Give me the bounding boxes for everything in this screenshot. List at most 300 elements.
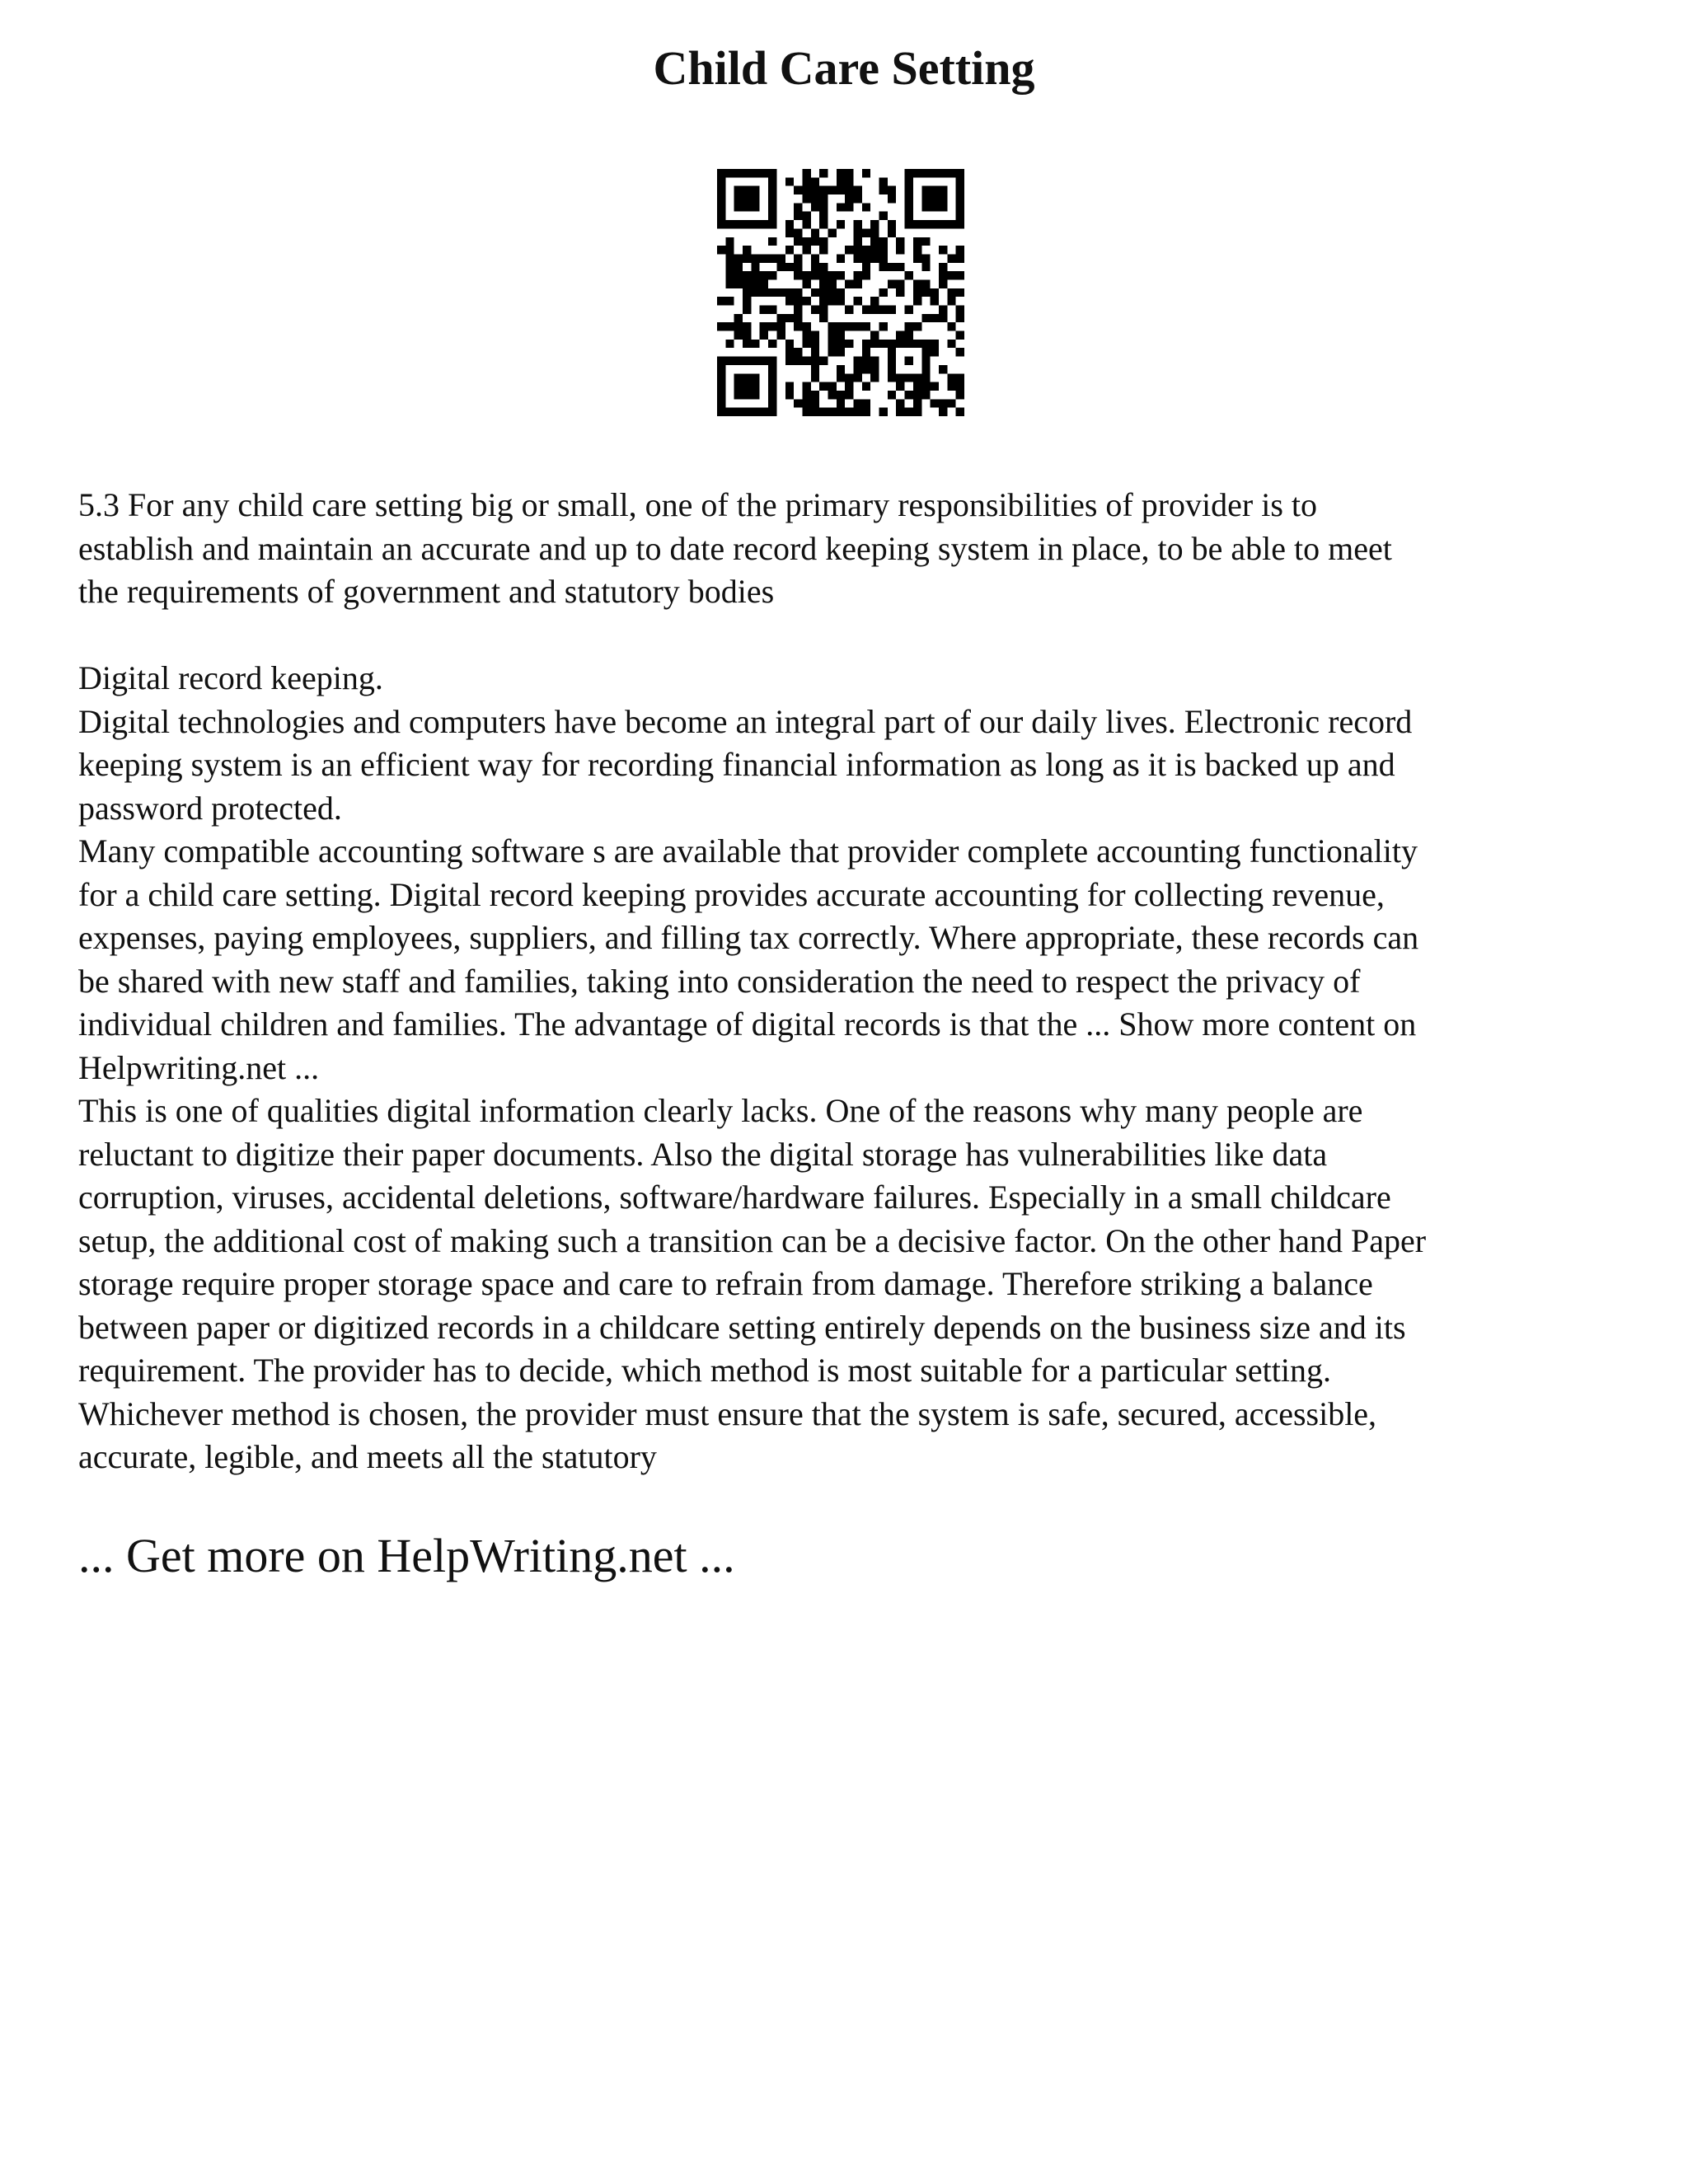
qr-module [939, 279, 947, 288]
qr-module [828, 408, 836, 416]
qr-module [947, 288, 955, 297]
qr-module [751, 220, 759, 228]
qr-module [811, 263, 819, 271]
qr-module [785, 382, 794, 391]
qr-module [879, 288, 888, 297]
qr-module [896, 237, 904, 246]
qr-module [956, 314, 964, 322]
qr-module [921, 373, 930, 382]
qr-module [947, 322, 955, 330]
qr-module [717, 246, 725, 254]
qr-module [913, 382, 921, 391]
qr-module [854, 373, 862, 382]
qr-module [802, 279, 810, 288]
qr-module [751, 373, 759, 382]
qr-module [879, 237, 888, 246]
qr-module [819, 246, 828, 254]
qr-module [947, 271, 955, 279]
qr-module [913, 254, 921, 262]
qr-module [811, 365, 819, 373]
qr-module [956, 169, 964, 177]
qr-module [802, 220, 810, 228]
qr-module [768, 408, 776, 416]
qr-module [743, 288, 751, 297]
qr-module [837, 186, 845, 194]
qr-module [717, 186, 725, 194]
qr-module [845, 246, 853, 254]
qr-module [837, 169, 845, 177]
qr-module [802, 169, 810, 177]
qr-module [905, 408, 913, 416]
qr-module [794, 254, 802, 262]
qr-module [734, 331, 743, 340]
qr-module [870, 237, 879, 246]
qr-module [939, 169, 947, 177]
qr-module [802, 237, 810, 246]
qr-module [811, 271, 819, 279]
qr-module [905, 194, 913, 203]
qr-module [879, 263, 888, 271]
qr-module [725, 340, 734, 348]
qr-module [862, 203, 870, 211]
qr-module [870, 228, 879, 237]
qr-module [854, 279, 862, 288]
qr-module [828, 340, 836, 348]
qr-module [854, 194, 862, 203]
qr-module [794, 212, 802, 220]
qr-module [870, 373, 879, 382]
qr-module [768, 322, 776, 330]
qr-module [921, 237, 930, 246]
qr-module [939, 263, 947, 271]
qr-module [725, 254, 734, 262]
qr-module [819, 212, 828, 220]
qr-module [931, 203, 939, 211]
qr-module [811, 228, 819, 237]
qr-module [811, 399, 819, 407]
qr-module [947, 297, 955, 305]
qr-module [862, 408, 870, 416]
qr-module [768, 203, 776, 211]
qr-module [939, 194, 947, 203]
qr-module [905, 322, 913, 330]
qr-module [931, 288, 939, 297]
qr-module [905, 373, 913, 382]
qr-module [811, 340, 819, 348]
qr-module [776, 322, 785, 330]
qr-module [760, 169, 768, 177]
qr-module [819, 382, 828, 391]
qr-module [725, 279, 734, 288]
qr-module [743, 408, 751, 416]
qr-module [725, 237, 734, 246]
qr-module [734, 220, 743, 228]
qr-module [828, 288, 836, 297]
qr-module [931, 382, 939, 391]
qr-module [905, 169, 913, 177]
qr-module [734, 382, 743, 391]
qr-module [717, 203, 725, 211]
qr-module [725, 297, 734, 305]
qr-module [760, 254, 768, 262]
qr-module [921, 391, 930, 399]
qr-module [725, 322, 734, 330]
qr-module [760, 408, 768, 416]
qr-module [734, 203, 743, 211]
qr-module [888, 373, 896, 382]
qr-module [931, 399, 939, 407]
qr-module [743, 279, 751, 288]
qr-module [785, 220, 794, 228]
qr-module [837, 408, 845, 416]
qr-module [896, 246, 904, 254]
qr-module [921, 288, 930, 297]
qr-module [862, 357, 870, 365]
qr-module [828, 322, 836, 330]
qr-module [717, 365, 725, 373]
qr-module [913, 322, 921, 330]
qr-module [956, 331, 964, 340]
qr-module [913, 340, 921, 348]
qr-module [837, 348, 845, 356]
qr-module [717, 399, 725, 407]
qr-module [854, 365, 862, 373]
qr-module [819, 408, 828, 416]
qr-module [905, 220, 913, 228]
qr-module [931, 348, 939, 356]
qr-module [879, 322, 888, 330]
qr-module [913, 373, 921, 382]
qr-module [939, 220, 947, 228]
qr-module [743, 373, 751, 382]
qr-module [913, 169, 921, 177]
qr-module [717, 391, 725, 399]
qr-module [905, 357, 913, 365]
qr-module [743, 340, 751, 348]
qr-module [854, 357, 862, 365]
qr-module [854, 297, 862, 305]
qr-module [854, 254, 862, 262]
qr-module [921, 220, 930, 228]
qr-module [837, 203, 845, 211]
qr-module [913, 220, 921, 228]
qr-module [768, 220, 776, 228]
qr-module [905, 271, 913, 279]
qr-module [794, 322, 802, 330]
qr-module [819, 271, 828, 279]
qr-module [837, 340, 845, 348]
qr-module [905, 391, 913, 399]
qr-module [913, 246, 921, 254]
qr-module [768, 212, 776, 220]
qr-module [819, 288, 828, 297]
qr-module [828, 331, 836, 340]
qr-module [794, 288, 802, 297]
qr-module [854, 246, 862, 254]
qr-module [947, 169, 955, 177]
qr-module [896, 340, 904, 348]
qr-module [734, 254, 743, 262]
qr-module [751, 391, 759, 399]
qr-module [743, 382, 751, 391]
qr-module [837, 331, 845, 340]
qr-module [760, 331, 768, 340]
qr-module [956, 348, 964, 356]
qr-module [743, 220, 751, 228]
qr-module [921, 254, 930, 262]
qr-module [956, 306, 964, 314]
qr-module [717, 220, 725, 228]
qr-module [862, 228, 870, 237]
qr-module [956, 373, 964, 382]
qr-module [905, 186, 913, 194]
qr-module [743, 322, 751, 330]
qr-module [794, 357, 802, 365]
qr-module [760, 279, 768, 288]
page-title: Child Care Setting [653, 41, 1035, 95]
qr-module [819, 237, 828, 246]
qr-module [947, 220, 955, 228]
qr-module [879, 177, 888, 185]
qr-module [734, 271, 743, 279]
qr-module [794, 237, 802, 246]
qr-module [751, 186, 759, 194]
qr-module [870, 331, 879, 340]
qr-module [896, 331, 904, 340]
qr-module [939, 186, 947, 194]
qr-module [819, 169, 828, 177]
qr-module [760, 288, 768, 297]
qr-module [768, 399, 776, 407]
qr-module [888, 391, 896, 399]
qr-module [819, 306, 828, 314]
qr-module [743, 203, 751, 211]
qr-module [888, 348, 896, 356]
qr-module [768, 177, 776, 185]
qr-module [905, 177, 913, 185]
qr-module [913, 297, 921, 305]
qr-module [725, 246, 734, 254]
qr-module [811, 203, 819, 211]
qr-module [819, 220, 828, 228]
qr-module [768, 373, 776, 382]
qr-module [751, 194, 759, 203]
qr-module [888, 220, 896, 228]
qr-module [854, 228, 862, 237]
qr-module [743, 357, 751, 365]
qr-module [862, 340, 870, 348]
qr-module [811, 177, 819, 185]
qr-module [776, 263, 785, 271]
qr-module [939, 314, 947, 322]
qr-module [956, 194, 964, 203]
qr-module [785, 314, 794, 322]
qr-module [717, 194, 725, 203]
qr-module [768, 391, 776, 399]
qr-module [794, 297, 802, 305]
qr-module [870, 340, 879, 348]
qr-module [802, 357, 810, 365]
qr-module [811, 348, 819, 356]
qr-module [717, 297, 725, 305]
qr-module [751, 263, 759, 271]
qr-module [794, 399, 802, 407]
qr-module [751, 288, 759, 297]
qr-module [802, 297, 810, 305]
qr-module [743, 331, 751, 340]
qr-module [837, 365, 845, 373]
qr-module [760, 306, 768, 314]
qr-module [811, 288, 819, 297]
qr-module [828, 382, 836, 391]
get-more-link[interactable]: ... Get more on HelpWriting.net ... [78, 1529, 735, 1582]
qr-module [819, 357, 828, 365]
qr-module [785, 348, 794, 356]
qr-module [751, 357, 759, 365]
qr-module [768, 194, 776, 203]
qr-module [896, 288, 904, 297]
qr-module [734, 408, 743, 416]
qr-module [785, 340, 794, 348]
qr-module [862, 246, 870, 254]
qr-module [931, 340, 939, 348]
qr-module [939, 203, 947, 211]
qr-module [819, 314, 828, 322]
qr-module [768, 357, 776, 365]
qr-module [785, 263, 794, 271]
qr-module [802, 399, 810, 407]
qr-module [879, 306, 888, 314]
qr-module [837, 391, 845, 399]
qr-module [819, 186, 828, 194]
qr-module [837, 177, 845, 185]
qr-module [802, 322, 810, 330]
qr-module [743, 297, 751, 305]
qr-module [768, 271, 776, 279]
qr-module [751, 254, 759, 262]
qr-module [845, 306, 853, 314]
qr-module [802, 340, 810, 348]
qr-module [717, 408, 725, 416]
qr-module [905, 203, 913, 211]
qr-module [768, 306, 776, 314]
qr-module [905, 340, 913, 348]
qr-module [734, 194, 743, 203]
qr-module [896, 279, 904, 288]
qr-module [811, 408, 819, 416]
qr-module [888, 357, 896, 365]
qr-module [888, 186, 896, 194]
qr-module [802, 194, 810, 203]
qr-module [939, 306, 947, 314]
qr-module [828, 297, 836, 305]
qr-module [956, 288, 964, 297]
qr-module [888, 279, 896, 288]
qr-module [921, 365, 930, 373]
qr-module [785, 228, 794, 237]
qr-module [717, 357, 725, 365]
qr-module [939, 246, 947, 254]
qr-module [862, 271, 870, 279]
qr-module [939, 408, 947, 416]
qr-module [854, 186, 862, 194]
qr-module [921, 194, 930, 203]
qr-module [921, 382, 930, 391]
qr-module [785, 288, 794, 297]
qr-module [743, 306, 751, 314]
qr-module [870, 357, 879, 365]
qr-module [768, 382, 776, 391]
qr-module [794, 314, 802, 322]
qr-module [776, 288, 785, 297]
qr-module [870, 297, 879, 305]
qr-module [768, 340, 776, 348]
qr-module [947, 382, 955, 391]
qr-module [725, 263, 734, 271]
qr-module [862, 322, 870, 330]
qr-module [854, 399, 862, 407]
qr-module [956, 186, 964, 194]
qr-module [802, 212, 810, 220]
qr-module [725, 271, 734, 279]
qr-module [913, 237, 921, 246]
qr-module [870, 220, 879, 228]
qr-module [734, 186, 743, 194]
qr-module [837, 288, 845, 297]
qr-module [734, 373, 743, 382]
qr-module [717, 322, 725, 330]
qr-code-icon[interactable] [717, 169, 964, 416]
qr-module [837, 399, 845, 407]
qr-module [785, 297, 794, 305]
qr-module [768, 169, 776, 177]
qr-module [802, 391, 810, 399]
qr-module [845, 382, 853, 391]
qr-module [921, 169, 930, 177]
qr-module [837, 220, 845, 228]
qr-module [811, 194, 819, 203]
qr-module [837, 373, 845, 382]
qr-module [760, 322, 768, 330]
qr-module [879, 212, 888, 220]
qr-module [896, 373, 904, 382]
qr-module [947, 373, 955, 382]
qr-module [931, 297, 939, 305]
qr-module [956, 177, 964, 185]
qr-module [725, 220, 734, 228]
qr-module [845, 391, 853, 399]
qr-module [811, 186, 819, 194]
qr-module [743, 254, 751, 262]
paragraph-gap [78, 614, 1628, 658]
qr-module [785, 357, 794, 365]
qr-module [921, 279, 930, 288]
qr-module [768, 237, 776, 246]
qr-module [845, 373, 853, 382]
qr-module [734, 279, 743, 288]
qr-module [743, 169, 751, 177]
qr-module [751, 169, 759, 177]
qr-module [879, 340, 888, 348]
qr-module [854, 408, 862, 416]
qr-module [956, 254, 964, 262]
qr-module [725, 357, 734, 365]
qr-module [811, 373, 819, 382]
qr-module [879, 408, 888, 416]
qr-module [768, 254, 776, 262]
qr-module [845, 279, 853, 288]
qr-module [854, 271, 862, 279]
